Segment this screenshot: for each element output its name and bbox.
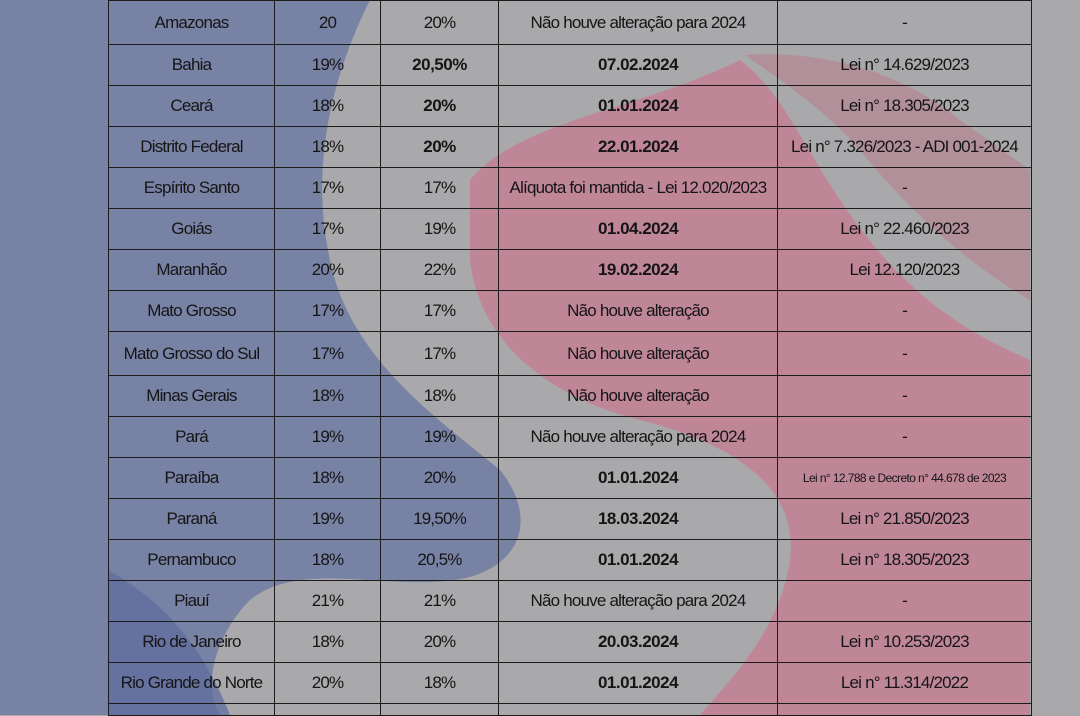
state-cell: Distrito Federal: [109, 127, 275, 168]
rate-2023-cell: 21%: [275, 581, 381, 622]
table-row: [109, 663, 1032, 704]
rate-2023-cell: 17%: [275, 168, 381, 209]
rate-2024-cell: 20,50%: [381, 45, 499, 86]
rate-2023-cell: 20%: [275, 250, 381, 291]
rate-2024-cell: 20%: [381, 86, 499, 127]
effective-date-cell: 22.01.2024: [499, 127, 778, 168]
state-cell: Paraná: [109, 499, 275, 540]
rate-2024-cell: 20,5%: [381, 540, 499, 581]
table-row: [109, 458, 1032, 499]
effective-date-cell: 01.01.2024: [499, 540, 778, 581]
rate-2024-cell: 20%: [381, 458, 499, 499]
table-row: [109, 581, 1032, 622]
legislation-cell: -: [778, 376, 1032, 417]
effective-date-cell: 18.03.2024: [499, 499, 778, 540]
legislation-cell: -: [778, 168, 1032, 209]
effective-date-cell: Não houve alteração: [499, 332, 778, 376]
table-row: [109, 86, 1032, 127]
rate-2024-cell: 19%: [381, 417, 499, 458]
empty-cell: [275, 704, 381, 716]
rate-2023-cell: 20%: [275, 663, 381, 704]
rate-2023-cell: 19%: [275, 417, 381, 458]
state-cell: Paraíba: [109, 458, 275, 499]
state-cell: Minas Gerais: [109, 376, 275, 417]
legislation-cell: Lei n° 12.788 e Decreto n° 44.678 de 2023: [778, 458, 1032, 499]
rate-2023-cell: 20: [275, 1, 381, 45]
legislation-cell: Lei 12.120/2023: [778, 250, 1032, 291]
rate-2023-cell: 18%: [275, 376, 381, 417]
state-cell: Piauí: [109, 581, 275, 622]
effective-date-cell: Não houve alteração: [499, 376, 778, 417]
effective-date-cell: Alíquota foi mantida - Lei 12.020/2023: [499, 168, 778, 209]
table-row: [109, 45, 1032, 86]
table-row: [109, 376, 1032, 417]
state-cell: Espírito Santo: [109, 168, 275, 209]
table-row: [109, 1, 1032, 45]
rate-2024-cell: 21%: [381, 581, 499, 622]
legislation-cell: Lei n° 10.253/2023: [778, 622, 1032, 663]
legislation-cell: -: [778, 291, 1032, 332]
rate-2023-cell: 19%: [275, 499, 381, 540]
legislation-cell: -: [778, 332, 1032, 376]
effective-date-cell: 20.03.2024: [499, 622, 778, 663]
rate-2023-cell: 18%: [275, 127, 381, 168]
state-cell: Pernambuco: [109, 540, 275, 581]
effective-date-cell: Não houve alteração para 2024: [499, 581, 778, 622]
table-row: [109, 417, 1032, 458]
legislation-cell: Lei n° 7.326/2023 - ADI 001-2024: [778, 127, 1032, 168]
effective-date-cell: 01.04.2024: [499, 209, 778, 250]
state-cell: Bahia: [109, 45, 275, 86]
state-cell: Rio Grande do Norte: [109, 663, 275, 704]
legislation-cell: -: [778, 417, 1032, 458]
effective-date-cell: Não houve alteração para 2024: [499, 417, 778, 458]
empty-cell: [109, 704, 275, 716]
legislation-cell: Lei n° 14.629/2023: [778, 45, 1032, 86]
state-cell: Mato Grosso: [109, 291, 275, 332]
rate-2023-cell: 17%: [275, 332, 381, 376]
effective-date-cell: 01.01.2024: [499, 663, 778, 704]
state-cell: Rio de Janeiro: [109, 622, 275, 663]
state-cell: Amazonas: [109, 1, 275, 45]
state-cell: Maranhão: [109, 250, 275, 291]
legislation-cell: Lei n° 18.305/2023: [778, 540, 1032, 581]
empty-cell: [499, 704, 778, 716]
rate-2024-cell: 17%: [381, 291, 499, 332]
state-cell: Pará: [109, 417, 275, 458]
table-row: [109, 540, 1032, 581]
rate-2024-cell: 20%: [381, 622, 499, 663]
table-row: [109, 332, 1032, 376]
table-row: [109, 499, 1032, 540]
state-cell: Mato Grosso do Sul: [109, 332, 275, 376]
table-row: [109, 209, 1032, 250]
table-container: [108, 0, 1032, 716]
legislation-cell: Lei n° 22.460/2023: [778, 209, 1032, 250]
effective-date-cell: 01.01.2024: [499, 458, 778, 499]
legislation-cell: Lei n° 21.850/2023: [778, 499, 1032, 540]
rate-2024-cell: 19%: [381, 209, 499, 250]
empty-cell: [778, 704, 1032, 716]
state-cell: Goiás: [109, 209, 275, 250]
rate-2024-cell: 17%: [381, 168, 499, 209]
rate-2024-cell: 18%: [381, 663, 499, 704]
table-row: [109, 622, 1032, 663]
rate-2024-cell: 18%: [381, 376, 499, 417]
rate-2023-cell: 19%: [275, 45, 381, 86]
rate-2023-cell: 18%: [275, 540, 381, 581]
rate-2024-cell: 22%: [381, 250, 499, 291]
legislation-cell: -: [778, 581, 1032, 622]
effective-date-cell: 19.02.2024: [499, 250, 778, 291]
rate-2024-cell: 19,50%: [381, 499, 499, 540]
rate-2024-cell: 20%: [381, 1, 499, 45]
rate-2024-cell: 17%: [381, 332, 499, 376]
empty-cell: [381, 704, 499, 716]
effective-date-cell: Não houve alteração: [499, 291, 778, 332]
table-row-partial: [109, 704, 1032, 716]
table-row: [109, 168, 1032, 209]
legislation-cell: -: [778, 1, 1032, 45]
rate-2023-cell: 18%: [275, 622, 381, 663]
icms-rates-table: [108, 0, 1032, 716]
table-row: [109, 291, 1032, 332]
effective-date-cell: 07.02.2024: [499, 45, 778, 86]
rate-2023-cell: 17%: [275, 209, 381, 250]
effective-date-cell: 01.01.2024: [499, 86, 778, 127]
state-cell: Ceará: [109, 86, 275, 127]
rate-2023-cell: 18%: [275, 458, 381, 499]
legislation-cell: Lei n° 11.314/2022: [778, 663, 1032, 704]
rate-2023-cell: 17%: [275, 291, 381, 332]
legislation-cell: Lei n° 18.305/2023: [778, 86, 1032, 127]
rate-2023-cell: 18%: [275, 86, 381, 127]
table-row: [109, 127, 1032, 168]
rate-2024-cell: 20%: [381, 127, 499, 168]
table-row: [109, 250, 1032, 291]
effective-date-cell: Não houve alteração para 2024: [499, 1, 778, 45]
